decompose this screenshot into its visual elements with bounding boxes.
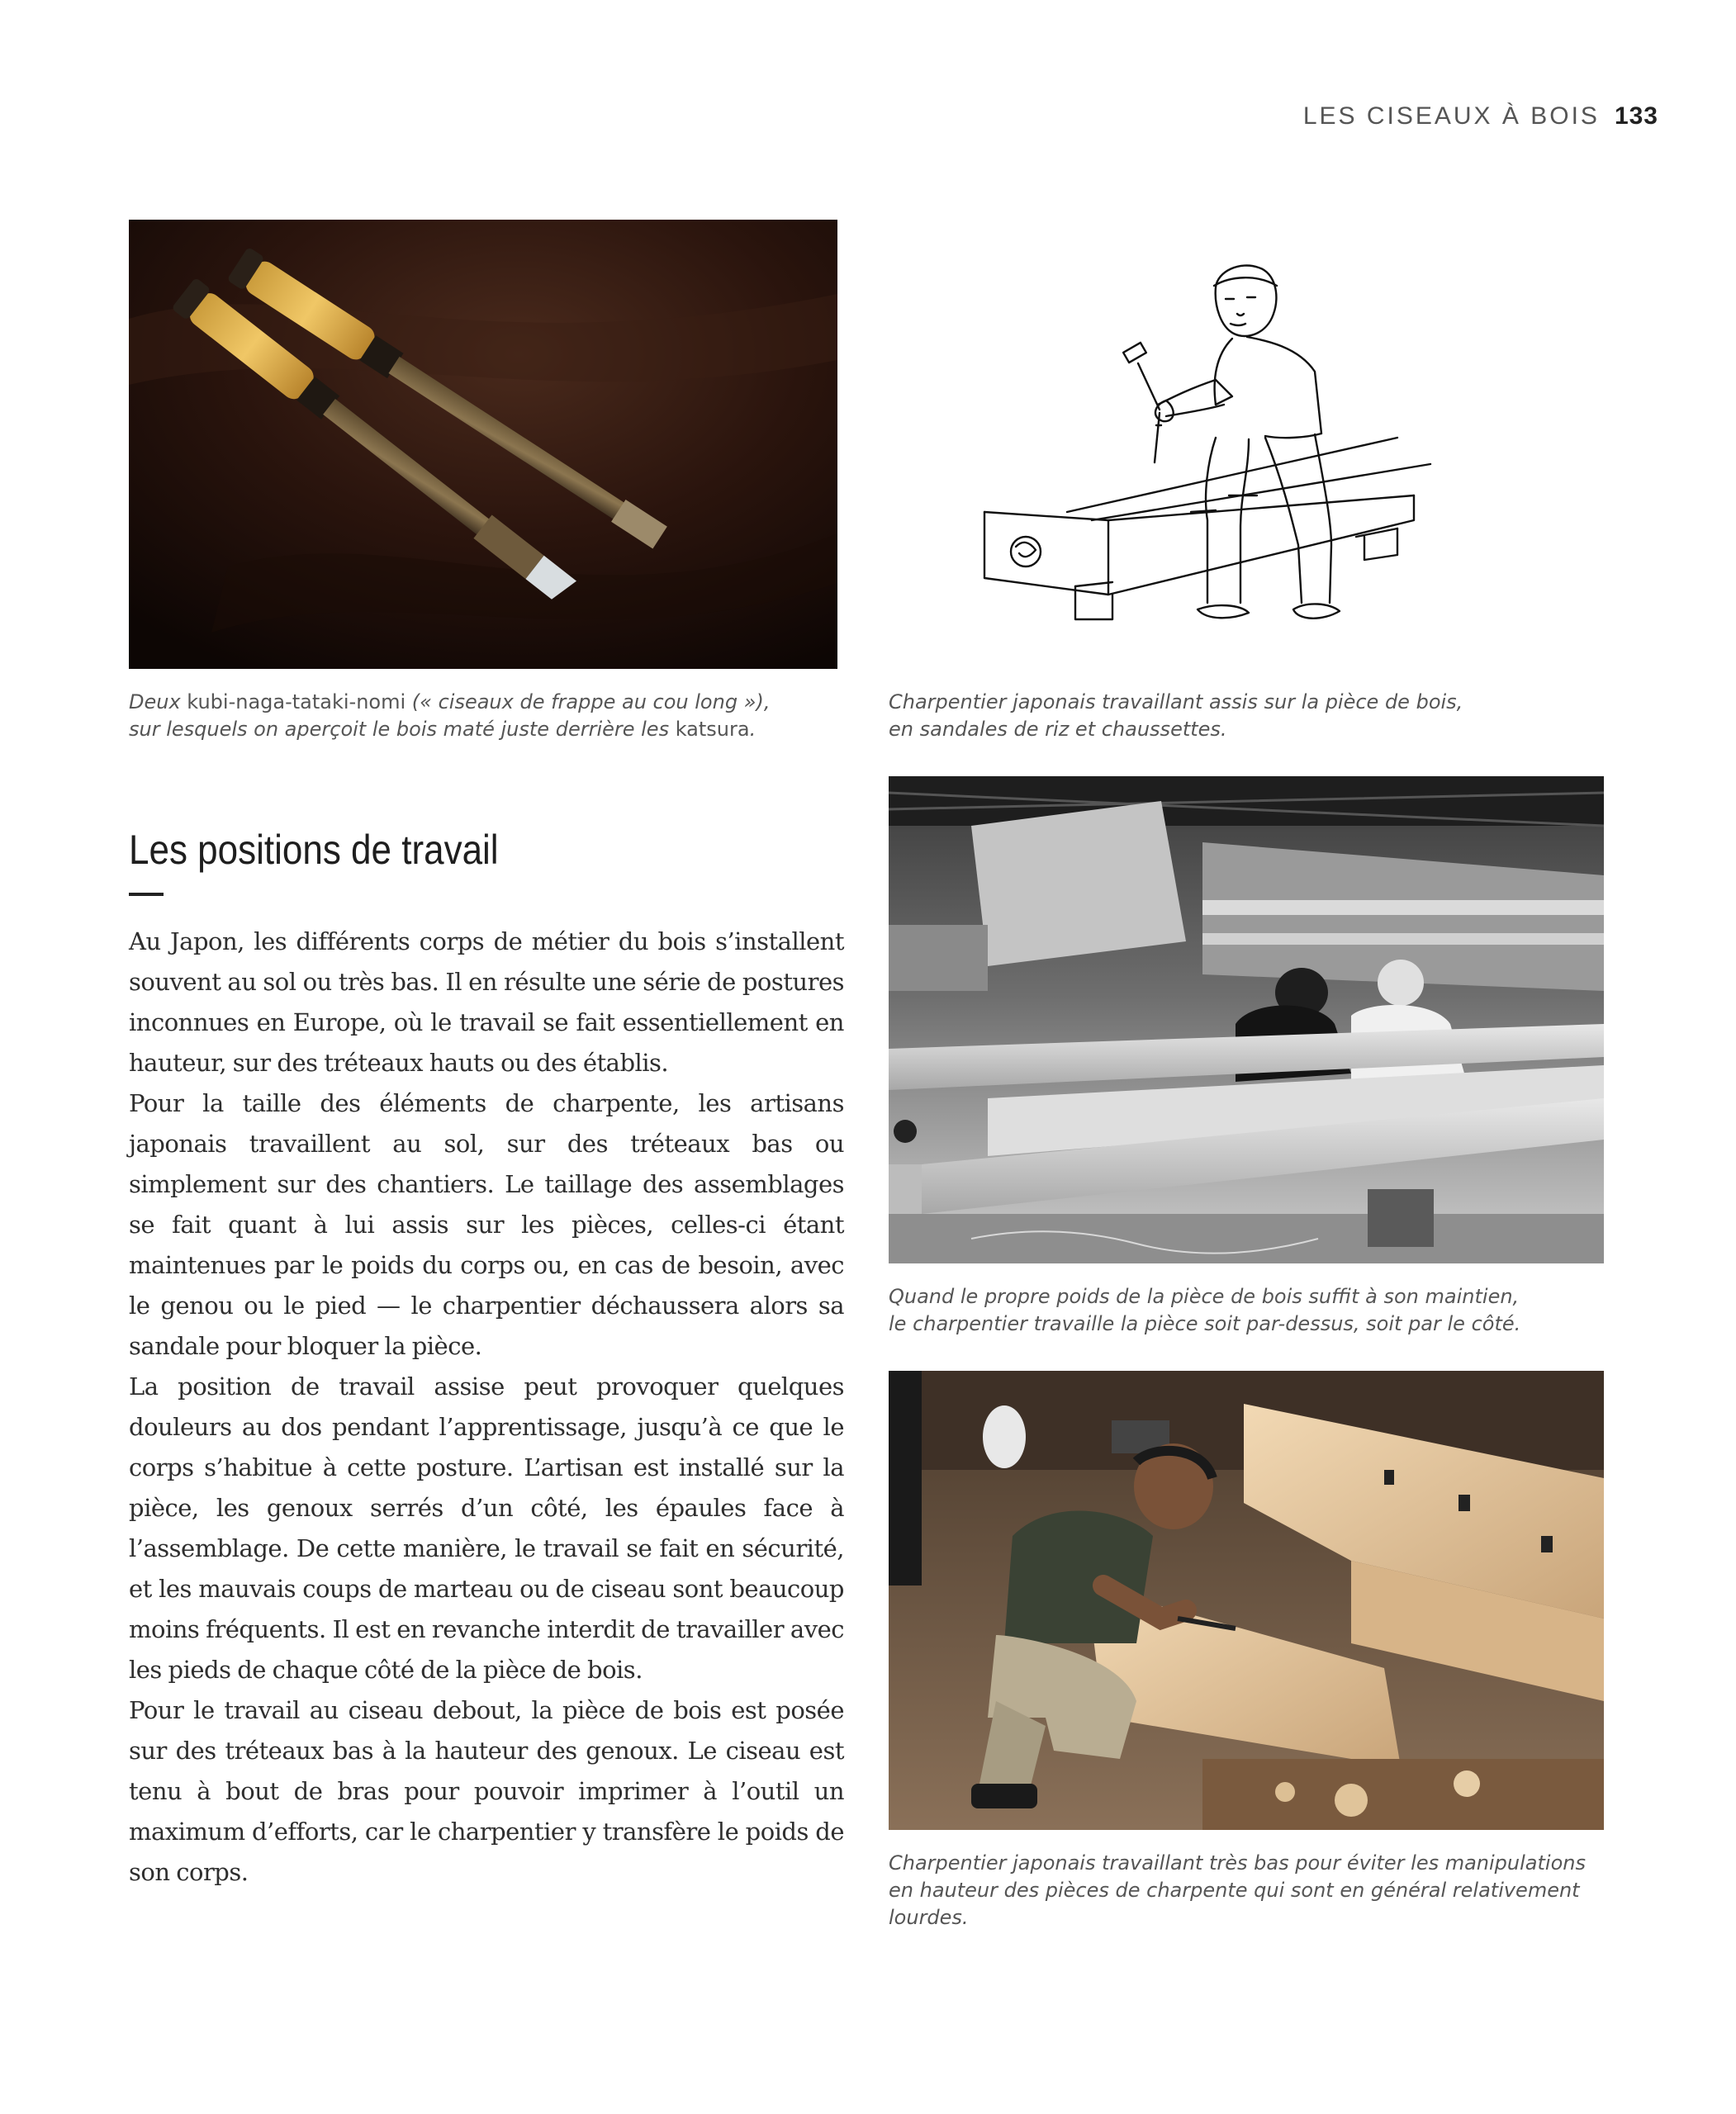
crouching-carpenter-photo [889,1371,1604,1830]
caption-term: kubi-naga-tataki-nomi [187,690,406,713]
carpenter-sketch [968,248,1530,644]
body-text [129,922,844,1893]
page-number: 133 [1614,102,1658,130]
section-title: Les positions de travail [129,827,499,873]
chisels-photo [129,220,837,669]
chapter-title: LES CISEAUX À BOIS [1302,102,1600,130]
paragraph: Pour la taille des éléments de charpente, les artisans japonais travaillent au sol, sur des tréteaux bas ou simplement sur des chantiers. Le taillage des assemblages se fait quant à lui assis sur les pièces, celles-ci étant maintenues par le poids du corps ou, en cas de besoin, avec le genou ou le pied — le charpentier déchaussera alors sa sandale pour bloquer la pièce. [129,1089,844,1360]
paragraph: Au Japon, les différents corps de métier du bois s’installent souvent au sol ou très bas. Il en résulte une série de postures inconnues en Europe, où le travail se fait essentiellement en hauteur, sur des tréteaux hauts ou des établis. [129,927,844,1077]
chisels-caption: Deux kubi-naga-tataki-nomi (« ciseaux de frappe au cou long »), sur lesquels on aperçoit le bois maté juste derrière les katsura. [129,690,771,741]
paragraph: La position de travail assise peut provoquer quelques douleurs au dos pendant l’apprentissage, jusqu’à ce que le corps s’habitue à cette posture. L’artisan est installé sur la pièce, les genoux serrés d’un côté, les épaules face à l’assemblage. De cette manière, le travail se fait en sécurité, et les mauvais coups de marteau ou de ciseau sont beaucoup moins fréquents. Il est en revanche interdit de travailler avec les pieds de chaque côté de la pièce de bois. [129,1372,844,1684]
caption-term: katsura [675,718,750,741]
paragraph: Pour le travail au ciseau debout, la pièce de bois est posée sur des tréteaux bas à la hauteur des genoux. Le ciseau est tenu à bout de bras pour pouvoir imprimer à l’outil un maximum d’efforts, car le charpentier y transfère le poids de son corps. [129,1696,844,1886]
running-head [1303,102,1658,130]
sketch-caption: Charpentier japonais travaillant assis sur la pièce de bois, en sandales de riz et chaussettes. [889,690,1463,741]
title-rule [129,893,164,896]
workshop-photo [889,776,1604,1263]
workshop-caption: Quand le propre poids de la pièce de bois suffit à son maintien, le charpentier travaille la pièce soit par-dessus, soit par le côté. [889,1285,1521,1335]
crouching-caption: Charpentier japonais travaillant très bas pour éviter les manipulations en hauteur des pièces de charpente qui sont en général relativement lourdes. [889,1851,1586,1929]
